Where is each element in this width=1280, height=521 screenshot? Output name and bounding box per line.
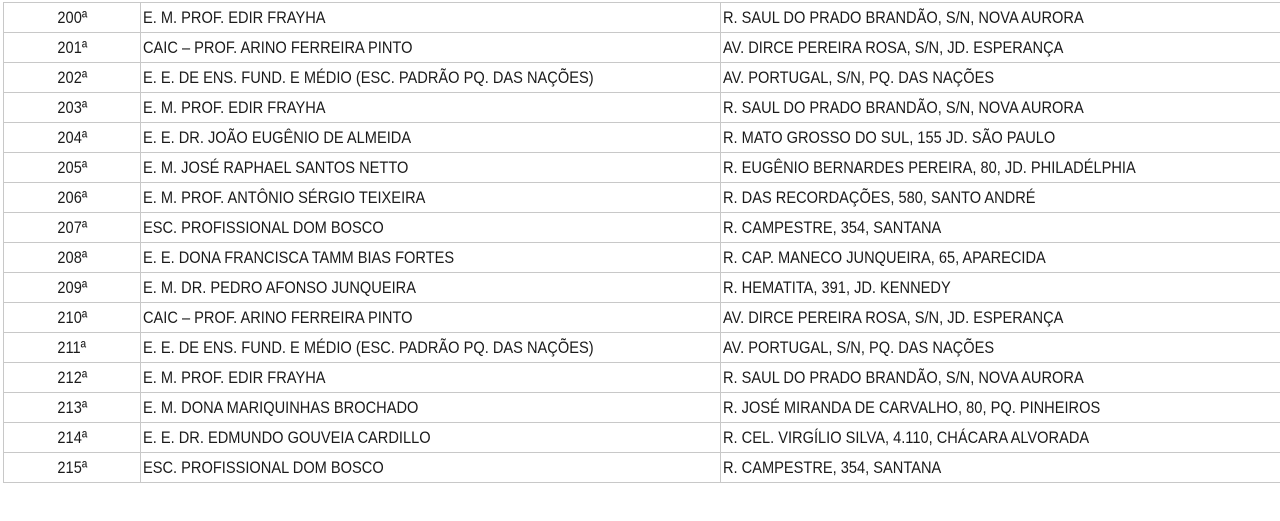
section-number-cell xyxy=(4,363,141,393)
table-row xyxy=(4,213,1280,243)
table-row xyxy=(4,3,1280,33)
address: R. HEMATITA, 391, JD. KENNEDY xyxy=(723,277,951,297)
school-name-cell xyxy=(141,33,721,63)
address-cell xyxy=(721,63,1280,93)
section-number: 201ª xyxy=(57,37,87,57)
address-cell xyxy=(721,3,1280,33)
school-name-cell xyxy=(141,183,721,213)
section-number-cell xyxy=(4,33,141,63)
section-number-cell xyxy=(4,393,141,423)
section-number: 206ª xyxy=(57,187,87,207)
school-name-cell xyxy=(141,153,721,183)
school-name-cell xyxy=(141,243,721,273)
section-number-cell xyxy=(4,423,141,453)
school-name: E. M. PROF. ANTÔNIO SÉRGIO TEIXEIRA xyxy=(143,187,426,207)
school-name: ESC. PROFISSIONAL DOM BOSCO xyxy=(143,457,384,477)
address-cell xyxy=(721,183,1280,213)
table-row xyxy=(4,423,1280,453)
section-number-cell xyxy=(4,153,141,183)
school-name-cell xyxy=(141,273,721,303)
polling-stations-table xyxy=(3,2,1280,483)
school-name: ESC. PROFISSIONAL DOM BOSCO xyxy=(143,217,384,237)
school-name-cell xyxy=(141,333,721,363)
address-cell xyxy=(721,33,1280,63)
table-row xyxy=(4,363,1280,393)
section-number-cell xyxy=(4,273,141,303)
section-number: 208ª xyxy=(57,247,87,267)
address-cell xyxy=(721,303,1280,333)
address: R. CEL. VIRGÍLIO SILVA, 4.110, CHÁCARA ALVORADA xyxy=(723,427,1090,447)
address: AV. PORTUGAL, S/N, PQ. DAS NAÇÕES xyxy=(723,337,995,357)
section-number: 203ª xyxy=(57,97,87,117)
section-number: 215ª xyxy=(57,457,87,477)
section-number-cell xyxy=(4,213,141,243)
address-cell xyxy=(721,453,1280,483)
address: R. EUGÊNIO BERNARDES PEREIRA, 80, JD. PHILADÉLPHIA xyxy=(723,157,1136,177)
section-number: 205ª xyxy=(57,157,87,177)
table-row xyxy=(4,303,1280,333)
school-name: E. M. PROF. EDIR FRAYHA xyxy=(143,367,326,387)
section-number-cell xyxy=(4,333,141,363)
table-row xyxy=(4,273,1280,303)
school-name-cell xyxy=(141,63,721,93)
table-row xyxy=(4,393,1280,423)
address-cell xyxy=(721,363,1280,393)
school-name-cell xyxy=(141,3,721,33)
school-name: E. M. PROF. EDIR FRAYHA xyxy=(143,7,326,27)
address: R. DAS RECORDAÇÕES, 580, SANTO ANDRÉ xyxy=(723,187,1036,207)
section-number: 209ª xyxy=(57,277,87,297)
section-number: 212ª xyxy=(57,367,87,387)
section-number: 213ª xyxy=(57,397,87,417)
table-row xyxy=(4,333,1280,363)
address: R. MATO GROSSO DO SUL, 155 JD. SÃO PAULO xyxy=(723,127,1056,147)
table-row xyxy=(4,153,1280,183)
school-name: E. M. DR. PEDRO AFONSO JUNQUEIRA xyxy=(143,277,416,297)
school-name: E. E. DR. JOÃO EUGÊNIO DE ALMEIDA xyxy=(143,127,412,147)
school-name: E. E. DONA FRANCISCA TAMM BIAS FORTES xyxy=(143,247,455,267)
section-number-cell xyxy=(4,183,141,213)
section-number: 200ª xyxy=(57,7,87,27)
address: AV. DIRCE PEREIRA ROSA, S/N, JD. ESPERANÇA xyxy=(723,307,1064,327)
school-name-cell xyxy=(141,393,721,423)
section-number-cell xyxy=(4,453,141,483)
table-row xyxy=(4,33,1280,63)
address: R. CAMPESTRE, 354, SANTANA xyxy=(723,457,942,477)
school-name: E. E. DE ENS. FUND. E MÉDIO (ESC. PADRÃO PQ. DAS NAÇÕES) xyxy=(143,67,594,87)
address: AV. DIRCE PEREIRA ROSA, S/N, JD. ESPERANÇA xyxy=(723,37,1064,57)
address-cell xyxy=(721,393,1280,423)
section-number-cell xyxy=(4,243,141,273)
table-row xyxy=(4,123,1280,153)
section-number: 211ª xyxy=(57,337,87,357)
polling-stations-table-wrapper xyxy=(3,2,1280,483)
school-name-cell xyxy=(141,453,721,483)
table-row xyxy=(4,243,1280,273)
section-number: 204ª xyxy=(57,127,87,147)
school-name-cell xyxy=(141,93,721,123)
address-cell xyxy=(721,333,1280,363)
address-cell xyxy=(721,153,1280,183)
address: R. SAUL DO PRADO BRANDÃO, S/N, NOVA AURORA xyxy=(723,97,1084,117)
section-number-cell xyxy=(4,3,141,33)
school-name: E. M. DONA MARIQUINHAS BROCHADO xyxy=(143,397,419,417)
address-cell xyxy=(721,243,1280,273)
school-name: E. E. DE ENS. FUND. E MÉDIO (ESC. PADRÃO PQ. DAS NAÇÕES) xyxy=(143,337,594,357)
school-name: E. M. PROF. EDIR FRAYHA xyxy=(143,97,326,117)
address: R. SAUL DO PRADO BRANDÃO, S/N, NOVA AURORA xyxy=(723,367,1084,387)
address: AV. PORTUGAL, S/N, PQ. DAS NAÇÕES xyxy=(723,67,995,87)
section-number-cell xyxy=(4,123,141,153)
section-number-cell xyxy=(4,63,141,93)
school-name-cell xyxy=(141,303,721,333)
address-cell xyxy=(721,123,1280,153)
school-name: CAIC – PROF. ARINO FERREIRA PINTO xyxy=(143,37,413,57)
table-row xyxy=(4,183,1280,213)
school-name-cell xyxy=(141,363,721,393)
table-row xyxy=(4,93,1280,123)
school-name-cell xyxy=(141,423,721,453)
school-name-cell xyxy=(141,213,721,243)
address: R. SAUL DO PRADO BRANDÃO, S/N, NOVA AURORA xyxy=(723,7,1084,27)
address: R. CAP. MANECO JUNQUEIRA, 65, APARECIDA xyxy=(723,247,1046,267)
section-number: 202ª xyxy=(57,67,87,87)
table-row xyxy=(4,453,1280,483)
school-name: CAIC – PROF. ARINO FERREIRA PINTO xyxy=(143,307,413,327)
section-number-cell xyxy=(4,93,141,123)
section-number: 207ª xyxy=(57,217,87,237)
school-name: E. E. DR. EDMUNDO GOUVEIA CARDILLO xyxy=(143,427,431,447)
table-body xyxy=(4,3,1280,483)
section-number: 214ª xyxy=(57,427,87,447)
school-name-cell xyxy=(141,123,721,153)
address: R. CAMPESTRE, 354, SANTANA xyxy=(723,217,942,237)
address-cell xyxy=(721,93,1280,123)
address-cell xyxy=(721,423,1280,453)
school-name: E. M. JOSÉ RAPHAEL SANTOS NETTO xyxy=(143,157,409,177)
address: R. JOSÉ MIRANDA DE CARVALHO, 80, PQ. PINHEIROS xyxy=(723,397,1101,417)
table-row xyxy=(4,63,1280,93)
section-number: 210ª xyxy=(57,307,87,327)
address-cell xyxy=(721,273,1280,303)
address-cell xyxy=(721,213,1280,243)
section-number-cell xyxy=(4,303,141,333)
